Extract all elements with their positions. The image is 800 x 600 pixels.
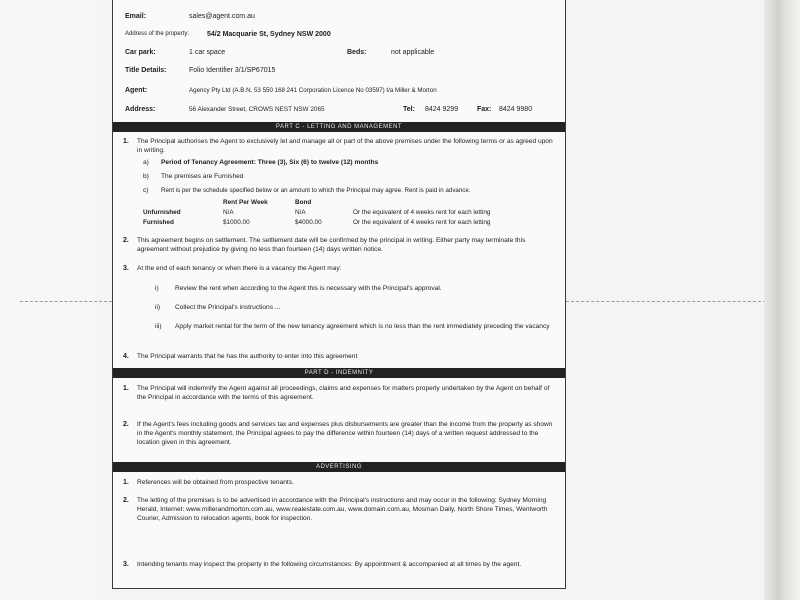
beds-label: Beds:: [347, 49, 367, 56]
table-row-type: Unfurnished: [143, 209, 181, 216]
bond-header: Bond: [295, 199, 312, 206]
table-row-type: Furnished: [143, 219, 174, 226]
item-number: 3.: [123, 561, 129, 568]
indemnity-item-2: If the Agent's fees including goods and services tax and expenses plus disbursements are greater than the income from the property as shown in the Agent's monthly statement, the Principal agrees to pay the difference within fourteen (14) days of a written request addressed to the location given in this agreement.: [137, 421, 553, 446]
item-number: 2.: [123, 421, 129, 428]
indemnity-item-1: The Principal will indemnify the Agent against all proceedings, claims and expenses for matters properly undertaken by the Agent on behalf of the Principal in accordance with the terms of this agreement.: [137, 385, 550, 401]
sub-marker: b): [143, 173, 149, 180]
agent-address-value: 56 Alexander Street, CROWS NEST NSW 2065: [189, 106, 325, 113]
advertising-item-1: References will be obtained from prospective tenants.: [137, 479, 294, 486]
sub-marker: c): [143, 187, 149, 194]
fax-label: Fax:: [477, 106, 492, 113]
tenancy-period: Period of Tenancy Agreement: Three (3), Six (6) to twelve (12) months: [161, 159, 379, 166]
agreement-document: [112, 0, 566, 589]
tel-label: Tel:: [403, 106, 415, 113]
item-number: 3.: [123, 265, 129, 272]
car-park-value: 1 car space: [189, 49, 226, 56]
vacancy-action: Collect the Principal's instructions ...: [175, 304, 281, 311]
letting-item-3: At the end of each tenancy or when there is a vacancy the Agent may:: [137, 265, 342, 272]
sub-marker: a): [143, 159, 149, 166]
item-number: 1.: [123, 385, 129, 392]
rent-header: Rent Per Week: [223, 199, 268, 206]
item-number: 4.: [123, 353, 129, 360]
item-number: 2.: [123, 497, 129, 504]
email-label: Email:: [125, 13, 147, 20]
letting-item-2: This agreement begins on settlement. The settlement date will be confirmed by the principal in writing. Either party may terminate this agreement without prejudice by giving no less than fourteen (14) days written notice.: [137, 237, 526, 253]
property-address-label: Address of the property:: [125, 31, 190, 37]
agent-address-label: Address:: [125, 106, 156, 113]
table-row-bond: N/A: [295, 209, 306, 216]
scan-artifact-line-right: [566, 301, 766, 303]
rent-schedule: Rent is per the schedule specified below or an amount to which the Principal may agree. Rent is paid in advance.: [161, 187, 471, 194]
section-bar-indemnity: PART D - INDEMNITY: [113, 368, 565, 378]
title-details-label: Title Details:: [125, 67, 167, 74]
vacancy-action: Apply market rental for the term of the new tenancy agreement which is no less than the rent immediately preceding the vacancy: [175, 323, 550, 330]
advertising-item-2: The letting of the premises is to be advertised in accordance with the Principal's instructions and may occur in the following: Sydney Morning Herald, Internet: www.millerandmorton.com.au, www.realestate.com.au, www.domain.com.au, Mosman Daily, North Shore Times, Wentworth Courier, Admission to relocation agents, book for inspection.: [137, 497, 548, 522]
table-row-rent: $1000.00: [223, 219, 250, 226]
letting-item-4: The Principal warrants that he has the authority to enter into this agreement: [137, 353, 358, 360]
letting-item-1: The Principal authorises the Agent to exclusively let and manage all or part of the above premises under the following terms or as agreed upon in writing.: [137, 138, 553, 154]
car-park-label: Car park:: [125, 49, 156, 56]
item-number: 2.: [123, 237, 129, 244]
tel-value: 8424 9299: [425, 106, 459, 113]
table-row-note: Or the equivalent of 4 weeks rent for each letting: [353, 219, 491, 226]
item-number: 1.: [123, 479, 129, 486]
scan-artifact-line-left: [20, 301, 112, 303]
agent-value: Agency Pty Ltd (A.B.N. 53 550 168 241 Corporation Licence No 03597) t/a Miller & Morton: [189, 87, 437, 94]
agent-label: Agent:: [125, 87, 148, 94]
table-row-rent: N/A: [223, 209, 234, 216]
table-row-note: Or the equivalent of 4 weeks rent for each letting: [353, 209, 491, 216]
fax-value: 8424 9980: [499, 106, 533, 113]
property-address-value: 54/2 Macquarie St, Sydney NSW 2000: [207, 31, 331, 38]
section-bar-letting: PART C - LETTING AND MANAGEMENT: [113, 122, 565, 132]
sub-marker: i): [155, 285, 159, 292]
furnished-status: The premises are Furnished: [161, 173, 244, 180]
vacancy-action: Review the rent when according to the Agent this is necessary with the Principal's approval.: [175, 285, 442, 292]
advertising-item-3: Intending tenants may inspect the property in the following circumstances: By appointment & accompanied at all times by the agent.: [137, 561, 522, 568]
section-bar-advertising: ADVERTISING: [113, 462, 565, 472]
title-details-value: Folio Identifier 3/1/SP67015: [189, 67, 276, 74]
scanner-margin-left: [0, 0, 95, 600]
scanner-margin-right: [764, 0, 800, 600]
email-value: sales@agent.com.au: [189, 13, 255, 20]
beds-value: not applicable: [391, 49, 435, 56]
sub-marker: ii): [155, 304, 161, 311]
table-row-bond: $4000.00: [295, 219, 322, 226]
item-number: 1.: [123, 138, 129, 145]
sub-marker: iii): [155, 323, 162, 330]
